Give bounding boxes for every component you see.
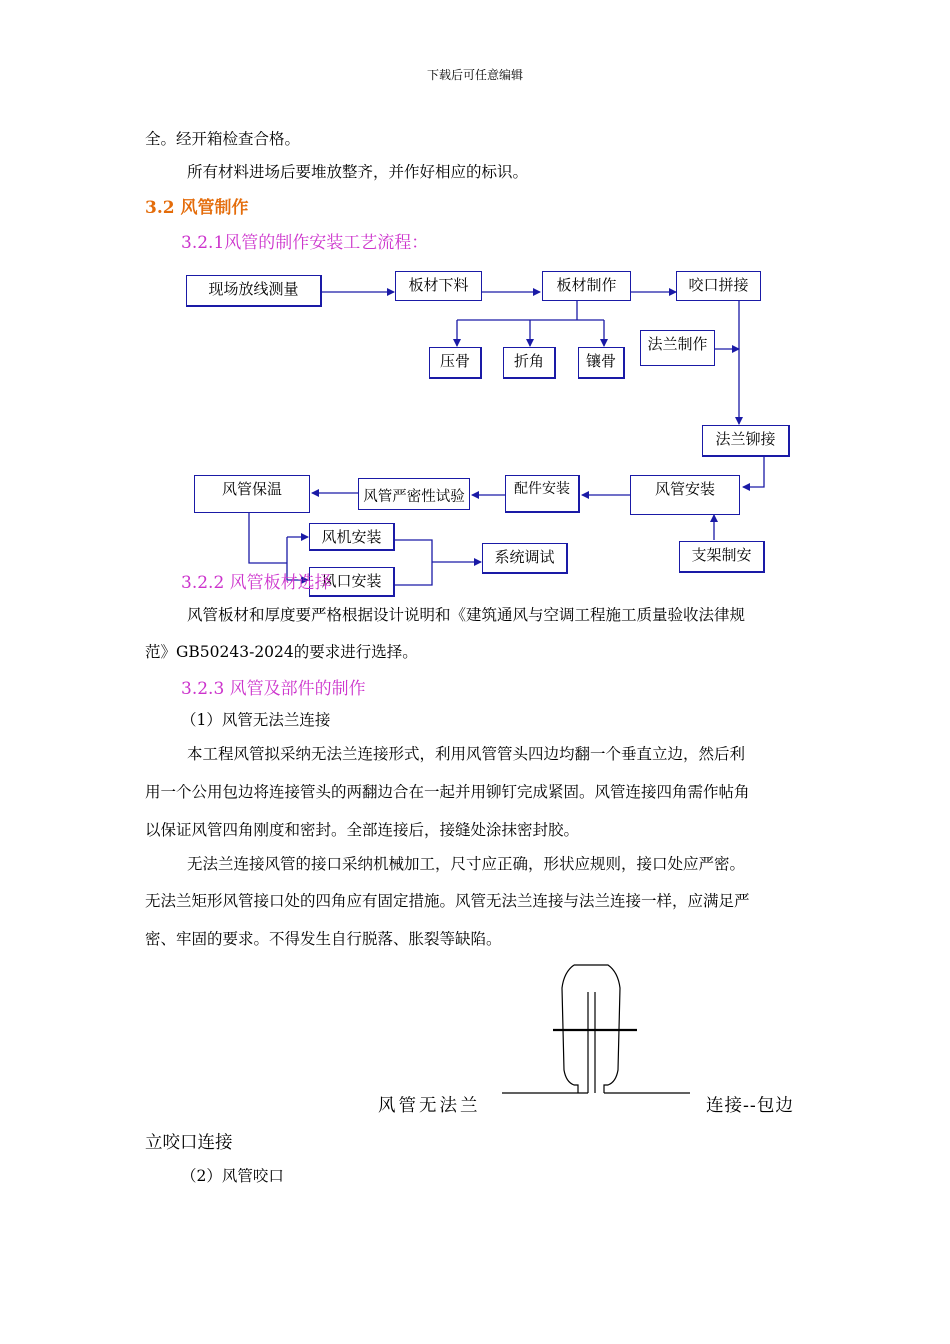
paragraph-line: 无法兰连接风管的接口采纳机械加工，尺寸应正确，形状应规则，接口处应严密。 [187,855,746,873]
flow-box-peijian-anzhuang: 配件安装 [505,475,580,513]
flow-box-xianchang: 现场放线测量 [186,275,322,307]
figure-caption-left: 风管无法兰 [378,1096,481,1116]
flow-box-zhejiao: 折角 [503,347,556,379]
flow-box-fengguan-baowen: 风管保温 [194,475,310,513]
flow-arrow [743,457,764,487]
section-heading-3-2-3: 3.2.3 风管及部件的制作 [181,679,366,699]
seam-joint-figure [500,960,700,1100]
flow-line [395,540,432,585]
flow-box-falan-zhizuo: 法兰制作 [640,330,715,366]
list-item-heading: （2）风管咬口 [181,1167,284,1185]
flow-line [249,513,287,563]
figure-caption-right: 连接--包边 [706,1096,794,1116]
flow-box-fengkou-anzhuang: 风口安装 [309,567,395,597]
paragraph-line: 用一个公用包边将连接管头的两翻边合在一起并用铆钉完成紧固。风管连接四角需作帖角 [145,783,750,801]
page-header-watermark: 下载后可任意编辑 [426,68,523,82]
section-heading-3-2-1: 3.2.1风管的制作安装工艺流程： [181,233,429,253]
paragraph-line: 以保证风管四角刚度和密封。全部连接后，接缝处涂抹密封胶。 [145,821,580,839]
flow-box-xitong-tiaoshi: 系统调试 [482,543,568,574]
paragraph-line: 本工程风管拟采纳无法兰连接形式，利用风管管头四边均翻一个垂直立边，然后利 [187,745,746,763]
list-item-heading: （1）风管无法兰连接 [181,711,331,729]
figure-caption-line2: 立咬口连接 [145,1133,233,1153]
paragraph-line: 密、牢固的要求。不得发生自行脱落、胀裂等缺陷。 [145,930,502,948]
process-flow-connectors [0,0,950,620]
flow-box-falan-maojie: 法兰铆接 [702,425,790,457]
flow-box-fengguan-anzhuang: 风管安装 [630,475,740,515]
flow-box-bancai-xialiao: 板材下料 [395,271,482,301]
flow-box-bancai-zhizuo: 板材制作 [542,271,631,301]
paragraph-line: 风管板材和厚度要严格根据设计说明和《建筑通风与空调工程施工质量验收法律规 [187,606,746,624]
flow-box-xiangu: 镶骨 [578,347,625,379]
paragraph-line: 全。经开箱检查合格。 [145,130,301,148]
section-heading-3-2-2: 3.2.2 风管板材选择 [181,573,332,593]
paragraph-line: 无法兰矩形风管接口处的四角应有固定措施。风管无法兰连接与法兰连接一样，应满足严 [145,892,750,910]
flow-box-yaokou: 咬口拼接 [676,271,761,301]
section-heading-3-2: 3.2 风管制作 [145,198,249,218]
flow-box-fengji-anzhuang: 风机安装 [309,523,395,551]
paragraph-line: 所有材料进场后要堆放整齐，并作好相应的标识。 [187,163,529,181]
flow-box-yagu: 压骨 [429,347,482,379]
flow-box-yanmi-shiyan: 风管严密性试验 [358,478,470,510]
flow-box-zhijia: 支架制安 [679,541,765,573]
paragraph-line: 范》GB50243-2024的要求进行选择。 [145,643,418,661]
